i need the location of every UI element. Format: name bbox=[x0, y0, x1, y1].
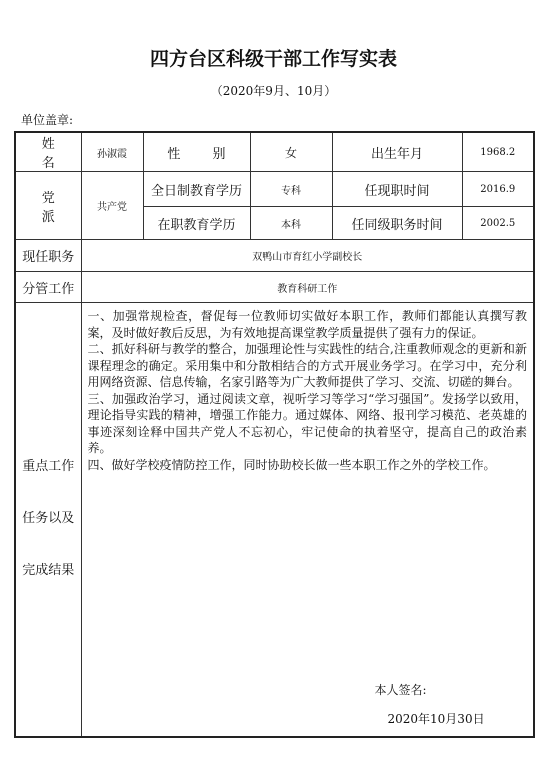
signature-label: 本人签名: bbox=[374, 683, 427, 697]
task-paragraph: 一、加强常规检查，督促每一位教师切实做好本职工作，教师们都能认真撰写教案，及时做好教后反思，为有效地提高课堂教学质量提供了强有力的保证。 bbox=[87, 309, 527, 340]
signature-date: 2020年10月30日 bbox=[387, 712, 485, 726]
current-post-time-label: 任现职时间 bbox=[332, 172, 462, 207]
inservice-edu-value: 本科 bbox=[250, 207, 332, 240]
task-paragraph: 四、做好学校疫情防控工作，同时协助校长做一些本职工作之外的学校工作。 bbox=[87, 457, 496, 472]
name-value: 孙淑霞 bbox=[81, 132, 143, 172]
table-row bbox=[15, 272, 534, 303]
party-value: 共产党 bbox=[81, 172, 143, 240]
fulltime-edu-label: 全日制教育学历 bbox=[143, 172, 250, 207]
report-period: （2020年9月、10月） bbox=[210, 84, 337, 98]
tasks-label-line: 任务以及 bbox=[22, 511, 75, 527]
tasks-content bbox=[81, 303, 534, 737]
current-post-time-value: 2016.9 bbox=[462, 172, 534, 207]
task-paragraph: 二、抓好科研与教学的整合，加强理论性与实践性的结合,注重教师观念的更新和新课程理念的确定。采用集中和分散相结合的方式开展业务学习。在学习中，充分利用网络资源、信息传输，名家引路等为广大教师提供了学习、交流、切磋的舞台。 bbox=[87, 342, 527, 389]
gender-value: 女 bbox=[250, 132, 332, 172]
duty-label: 分管工作 bbox=[15, 272, 81, 303]
gender-label: 性 别 bbox=[143, 132, 250, 172]
party-label: 党 派 bbox=[15, 172, 81, 240]
position-label: 现任职务 bbox=[15, 240, 81, 272]
task-paragraph: 三、加强政治学习，通过阅读文章，视听学习等学习“学习强国”。发扬学以致用，理论指导实践的精神，增强工作能力。通过媒体、网络、报刊学习模范、老英雄的事迹深刻诠释中国共产党人不忘初心，牢记使命的执着坚守，提高自己的政治素养。 bbox=[87, 391, 527, 455]
tasks-label-line: 完成结果 bbox=[22, 563, 75, 579]
table-row bbox=[15, 303, 534, 737]
same-level-time-label: 任同级职务时间 bbox=[332, 207, 462, 240]
unit-seal-label: 单位盖章: bbox=[21, 113, 74, 127]
table-row bbox=[15, 240, 534, 272]
position-value: 双鸭山市育红小学副校长 bbox=[81, 240, 534, 272]
table-row bbox=[15, 132, 534, 172]
birth-label: 出生年月 bbox=[332, 132, 462, 172]
duty-value: 教育科研工作 bbox=[81, 272, 534, 303]
record-table bbox=[14, 131, 535, 738]
birth-value: 1968.2 bbox=[462, 132, 534, 172]
table-row bbox=[15, 172, 534, 207]
page-title: 四方台区科级干部工作写实表 bbox=[149, 48, 397, 70]
inservice-edu-label: 在职教育学历 bbox=[143, 207, 250, 240]
name-label: 姓 名 bbox=[15, 132, 81, 172]
tasks-label bbox=[15, 303, 81, 737]
tasks-label-line: 重点工作 bbox=[22, 459, 75, 475]
same-level-time-value: 2002.5 bbox=[462, 207, 534, 240]
fulltime-edu-value: 专科 bbox=[250, 172, 332, 207]
